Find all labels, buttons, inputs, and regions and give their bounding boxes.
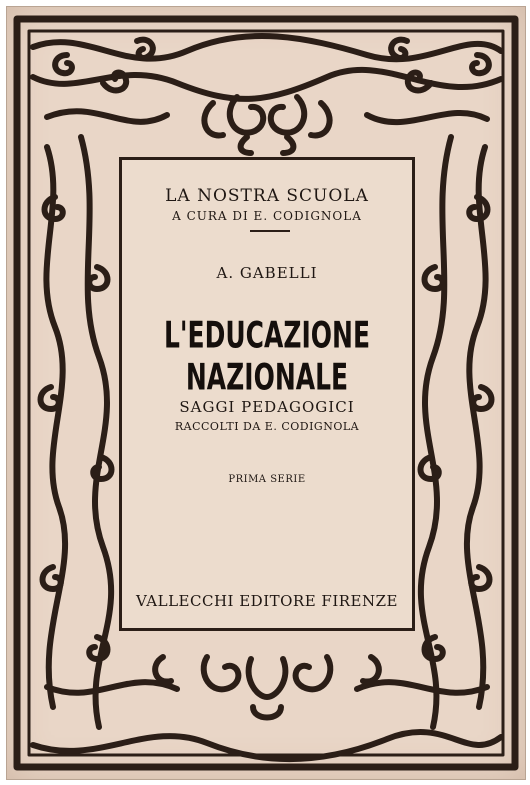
series-editor: A CURA DI E. CODIGNOLA [172,209,362,223]
collector-credit: RACCOLTI DA E. CODIGNOLA [174,420,360,433]
title-panel [119,157,415,631]
author-name: A. GABELLI [216,264,318,282]
book-title: L'EDUCAZIONE NAZIONALE [163,314,371,399]
book-subtitle: SAGGI PEDAGOGICI [179,398,355,416]
divider [250,230,290,232]
publisher-imprint: VALLECCHI EDITORE FIRENZE [135,592,399,610]
series-name: LA NOSTRA SCUOLA [165,186,369,206]
book-cover [6,6,526,780]
volume-label: PRIMA SERIE [228,474,306,485]
